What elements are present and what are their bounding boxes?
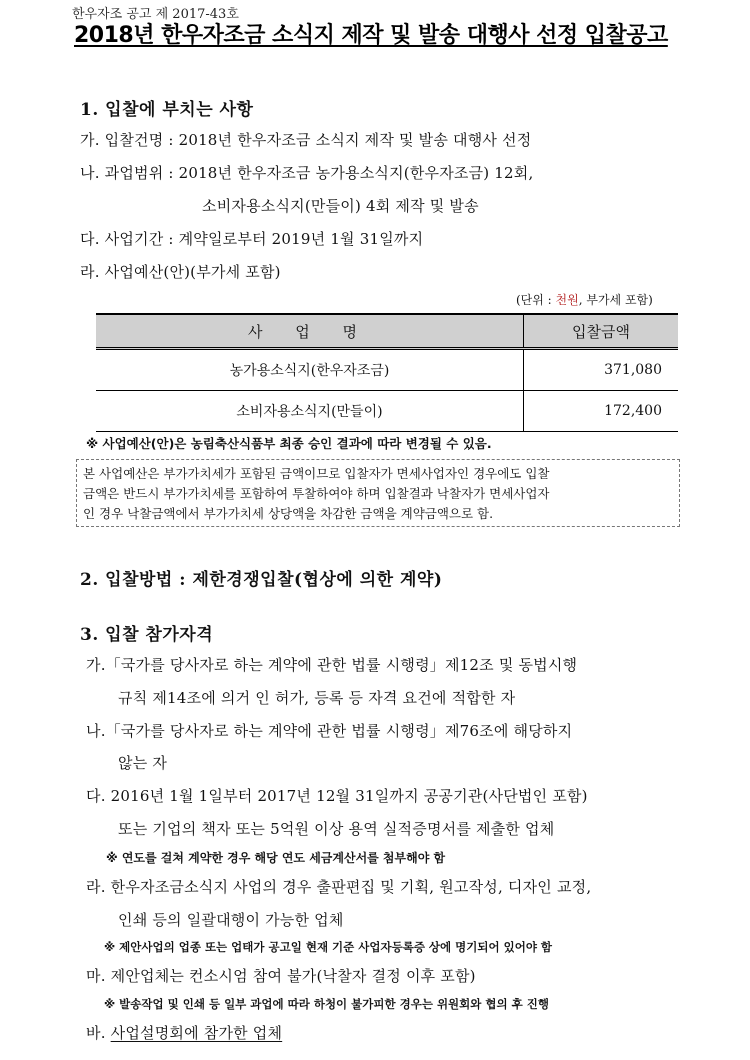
vat-notice-box bbox=[76, 459, 680, 527]
document-title: 2018년 한우자조금 소식지 제작 및 발송 대행사 선정 입찰공고 bbox=[74, 23, 668, 48]
table-header-row bbox=[96, 314, 678, 349]
section3-note-d: ※ 제안사업의 업종 또는 업태가 공고일 현재 기준 사업자등록증 상에 명기되어 있어야 함 bbox=[104, 940, 553, 954]
section3-item-c: 다. 2016년 1월 1일부터 2017년 12월 31일까지 공공기관(사단법인 포함) bbox=[86, 787, 588, 805]
table-row bbox=[96, 349, 678, 391]
unit-highlight: 천원 bbox=[555, 293, 579, 307]
section3-note-c: ※ 연도를 걸쳐 계약한 경우 해당 연도 세금계산서를 첨부해야 함 bbox=[106, 851, 446, 865]
section1-item-b: 나. 과업범위 : 2018년 한우자조금 농가용소식지(한우자조금) 12회, bbox=[80, 164, 534, 182]
section3-heading: 3. 입찰 참가자격 bbox=[80, 625, 214, 645]
vat-notice-line: 본 사업예산은 부가가치세가 포함된 금액이므로 입찰자가 면세사업자인 경우에도 입찰 bbox=[83, 466, 550, 481]
section1-item-d: 라. 사업예산(안)(부가세 포함) bbox=[80, 263, 281, 281]
item-f-prefix: 바. bbox=[86, 1024, 111, 1042]
vat-notice-line: 금액은 반드시 부가가치세를 포함하여 투찰하여야 하며 입찰결과 낙찰자가 면세사업자 bbox=[83, 486, 550, 501]
row-amount: 371,080 bbox=[524, 349, 679, 391]
section3-item-a: 가.「국가를 당사자로 하는 계약에 관한 법률 시행령」제12조 및 동법시행 bbox=[86, 656, 578, 674]
row-name: 농가용소식지(한우자조금) bbox=[96, 349, 524, 391]
budget-table bbox=[96, 313, 678, 432]
budget-note: ※ 사업예산(안)은 농림축산식품부 최종 승인 결과에 따라 변경될 수 있음. bbox=[86, 436, 492, 451]
section1-item-b-cont: 소비자용소식지(만들이) 4회 제작 및 발송 bbox=[202, 197, 479, 215]
row-amount: 172,400 bbox=[524, 391, 679, 432]
header-project-name: 사 업 명 bbox=[96, 314, 524, 349]
table-row bbox=[96, 391, 678, 432]
section1-heading: 1. 입찰에 부치는 사항 bbox=[80, 100, 254, 120]
unit-prefix: (단위 : bbox=[516, 293, 556, 307]
unit-note bbox=[516, 291, 653, 308]
section3-note-e: ※ 발송작업 및 인쇄 등 일부 과업에 따라 하청이 불가피한 경우는 위원회와 협의 후 진행 bbox=[104, 997, 549, 1011]
section3-item-d: 라. 한우자조금소식지 사업의 경우 출판편집 및 기획, 원고작성, 디자인 교정, bbox=[86, 878, 592, 896]
item-f-underlined: 사업설명회에 참가한 업체 bbox=[110, 1024, 283, 1042]
unit-suffix: , 부가세 포함) bbox=[578, 293, 653, 307]
header-bid-amount: 입찰금액 bbox=[524, 314, 679, 349]
section3-item-b-cont: 않는 자 bbox=[118, 754, 168, 772]
row-name: 소비자용소식지(만들이) bbox=[96, 391, 524, 432]
notice-number: 한우자조 공고 제 2017-43호 bbox=[72, 7, 239, 22]
section3-item-b: 나.「국가를 당사자로 하는 계약에 관한 법률 시행령」제76조에 해당하지 bbox=[86, 722, 573, 740]
section3-item-f bbox=[86, 1022, 282, 1043]
section1-item-c: 다. 사업기간 : 계약일로부터 2019년 1월 31일까지 bbox=[80, 230, 424, 248]
vat-notice-line: 인 경우 낙찰금액에서 부가가치세 상당액을 차감한 금액을 계약금액으로 함. bbox=[83, 506, 494, 521]
section3-item-c-cont: 또는 기업의 책자 또는 5억원 이상 용역 실적증명서를 제출한 업체 bbox=[118, 820, 555, 838]
section3-item-d-cont: 인쇄 등의 일괄대행이 가능한 업체 bbox=[118, 911, 344, 929]
section3-item-e: 마. 제안업체는 컨소시엄 참여 불가(낙찰자 결정 이후 포함) bbox=[86, 967, 476, 985]
section2-heading: 2. 입찰방법 : 제한경쟁입찰(협상에 의한 계약) bbox=[80, 570, 443, 590]
section1-item-a: 가. 입찰건명 : 2018년 한우자조금 소식지 제작 및 발송 대행사 선정 bbox=[80, 131, 532, 149]
section3-item-a-cont: 규칙 제14조에 의거 인 허가, 등록 등 자격 요건에 적합한 자 bbox=[118, 689, 516, 707]
